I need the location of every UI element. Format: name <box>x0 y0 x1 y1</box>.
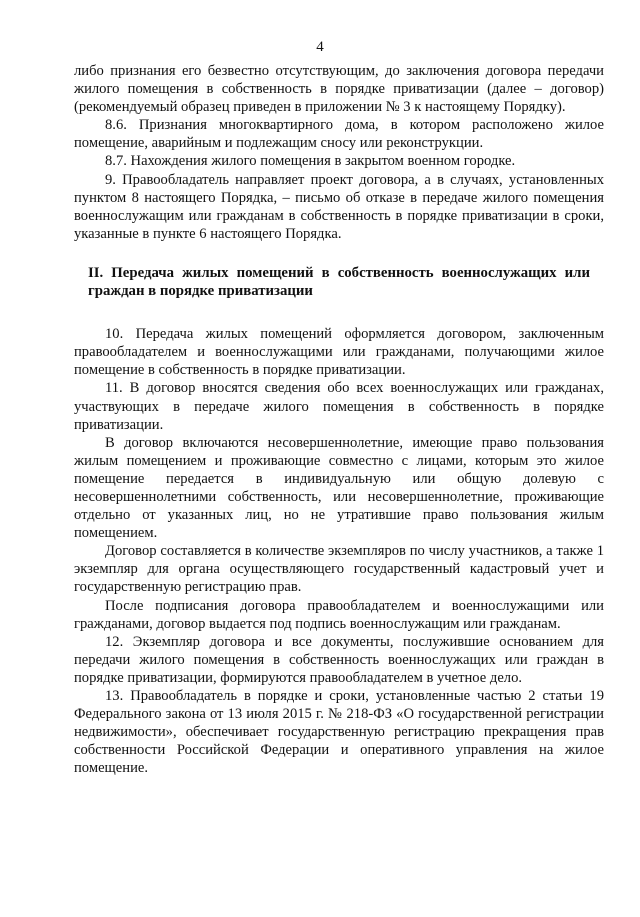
paragraph-11-minors: В договор включаются несовершеннолетние, имеющие право пользования жилым помещением и проживающие совместно с лицами, которым это жилое помещение передается в индивидуальную или общую долевую с несовершеннолетними собственность, или несовершеннолетние, проживающие отдельно от указанных лиц, но не утратившие право пользования жилым помещением. <box>74 434 604 542</box>
paragraph-11: 11. В договор вносятся сведения обо всех военнослужащих или гражданах, участвующих в передаче жилого помещения в собственность в порядке приватизации. <box>74 380 604 433</box>
paragraph-8-7: 8.7. Нахождения жилого помещения в закрытом военном городке. <box>105 153 516 170</box>
section-heading: II. Передача жилых помещений в собственность военнослужащих или граждан в порядке приватизации <box>88 264 590 300</box>
spacer <box>74 300 604 325</box>
paragraph-continuation: либо признания его безвестно отсутствующим, до заключения договора передачи жилого помещения в собственность в порядке приватизации (далее – договор) (рекомендуемый образец приведен в приложении № 3 к настоящему Порядку). <box>74 63 604 116</box>
paragraph-11-copies: Договор составляется в количестве экземпляров по числу участников, а также 1 экземпляр для органа осуществляющего государственный кадастровый учет и государственную регистрацию прав. <box>74 543 604 596</box>
paragraph-13: 13. Правообладатель в порядке и сроки, установленные частью 2 статьи 19 Федерального закона от 13 июля 2015 г. № 218-ФЗ «О государственной регистрации недвижимости», обеспечивает государственную регистрацию прекращения прав собственности Российской Федерации и оперативного управления на жилое помещение. <box>74 688 604 777</box>
paragraph-12: 12. Экземпляр договора и все документы, послужившие основанием для передачи жилого помещения в собственность военнослужащих или граждан в порядке приватизации, формируются правообладателем в учетное дело. <box>74 633 604 686</box>
page-number: 4 <box>316 39 324 55</box>
document-body <box>74 62 604 777</box>
paragraph-8-6: 8.6. Признания многоквартирного дома, в котором расположено жилое помещение, аварийным и подлежащим сносу или реконструкции. <box>74 117 604 152</box>
paragraph-11-signing: После подписания договора правообладателем и военнослужащими или гражданами, договор выдается под подпись военнослужащим или гражданам. <box>74 597 604 632</box>
paragraph-10: 10. Передача жилых помещений оформляется договором, заключенным правообладателем и военнослужащими или гражданами, получающими жилое помещение в собственность в порядке приватизации. <box>74 326 604 379</box>
paragraph-9: 9. Правообладатель направляет проект договора, а в случаях, установленных пунктом 8 настоящего Порядка, – письмо об отказе в передаче жилого помещения военнослужащим или гражданам в собственность в порядке приватизации в сроки, указанные в пункте 6 настоящего Порядка. <box>74 171 604 242</box>
spacer <box>74 243 604 264</box>
